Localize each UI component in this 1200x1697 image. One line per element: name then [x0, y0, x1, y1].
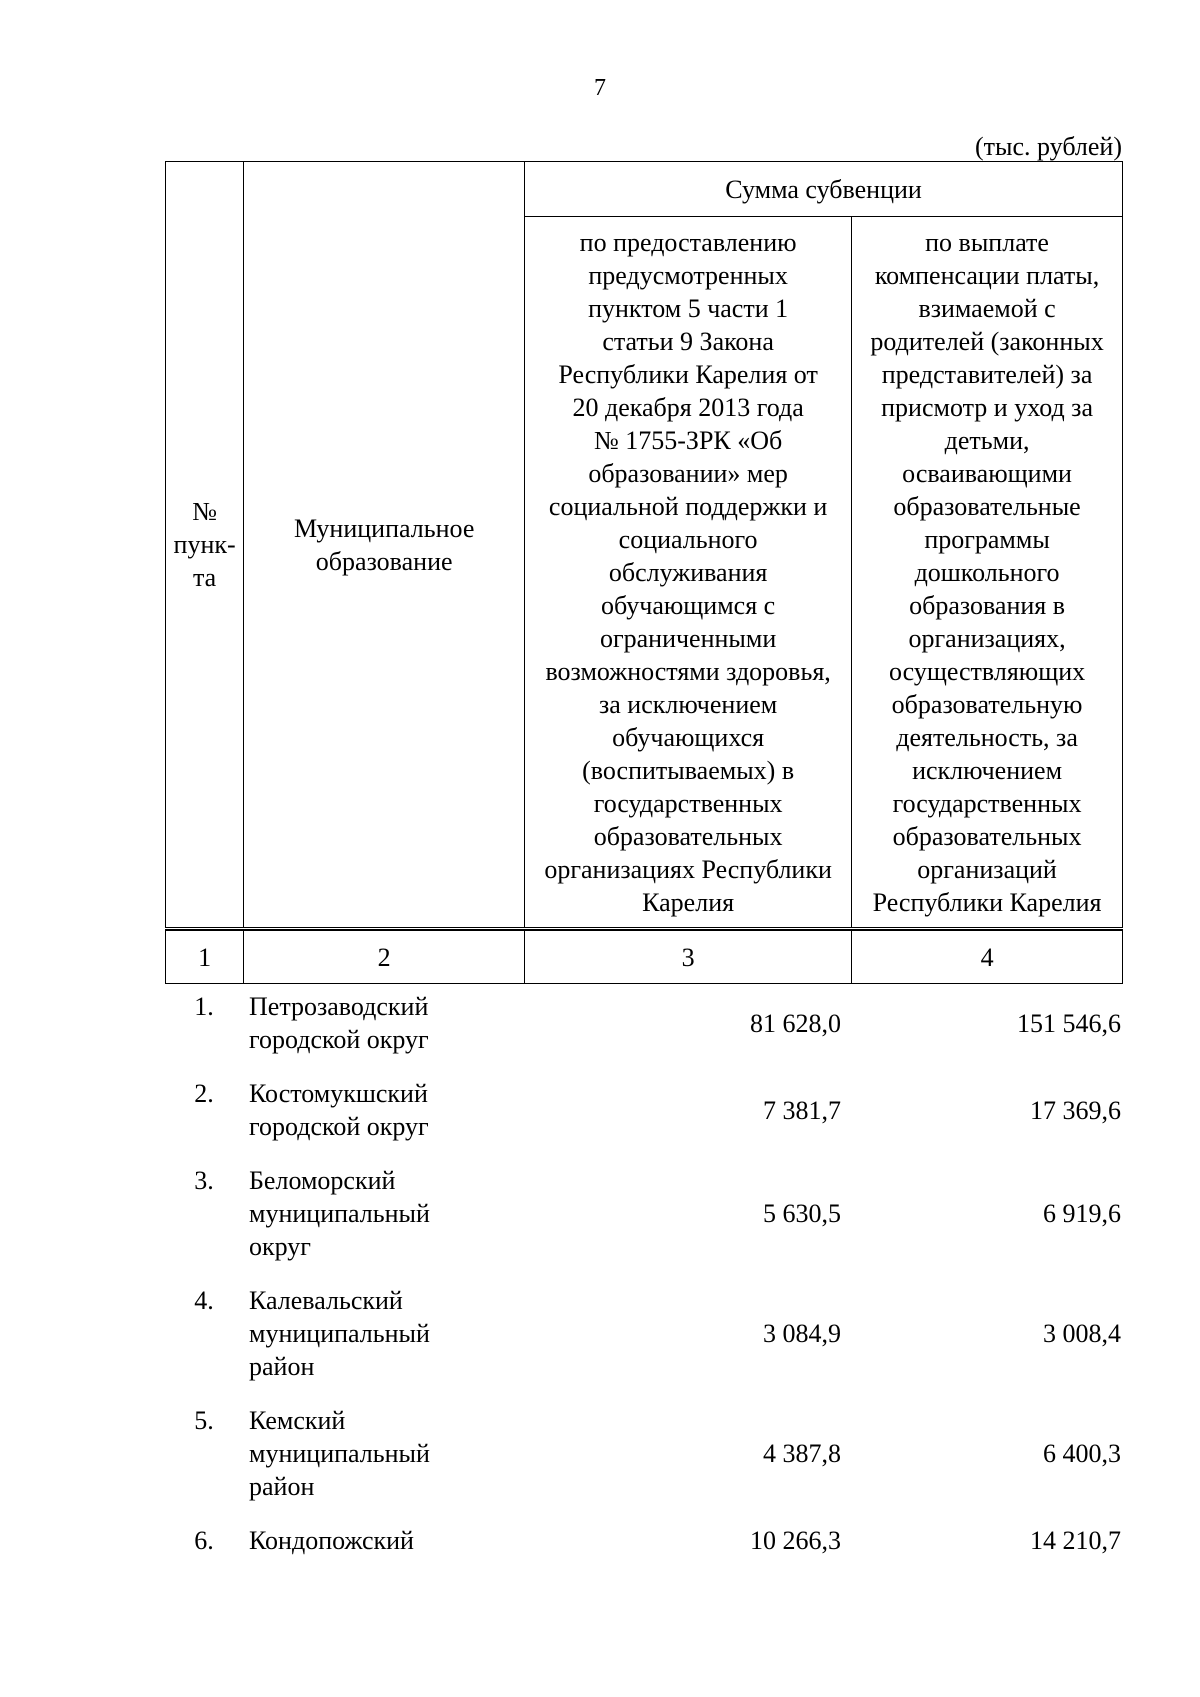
row-number: 6.: [194, 1526, 214, 1555]
row-municipality: Кондопожский: [249, 1526, 414, 1555]
header-municipality-cell: Муниципальное образование: [244, 162, 525, 929]
row-value-col4: 151 546,6: [1017, 1008, 1121, 1038]
row-value-col3: 7 381,7: [763, 1095, 841, 1125]
table-row: [165, 1164, 1123, 1263]
table-row: [165, 1404, 1123, 1503]
row-number: 3.: [194, 1166, 214, 1195]
row-value-col4: 17 369,6: [1030, 1095, 1121, 1125]
header-number-cell: № пунк- та: [166, 162, 244, 929]
table-body: [165, 990, 1123, 1557]
table-row: [165, 1284, 1123, 1383]
column-number: 1: [166, 931, 244, 984]
row-municipality: Беломорский муниципальный округ: [249, 1166, 430, 1261]
table-row: [165, 1077, 1123, 1143]
row-value-col3: 3 084,9: [763, 1319, 841, 1348]
row-value-col3: 81 628,0: [750, 1008, 841, 1038]
header-col4-description: по выплате компенсации платы, взимаемой с родителей (законных представителей) за присмотр и уход за детьми, осваивающими образовательные программы дошкольного образования в организациях, осуществляющих образовательную деятельность, за исключением государственных образовательных организаций Республики Карелия: [852, 217, 1123, 929]
row-municipality: Петрозаводский городской округ: [249, 992, 429, 1054]
column-number: 2: [244, 931, 525, 984]
row-number: 5.: [194, 1406, 214, 1435]
row-value-col4: 6 400,3: [1043, 1439, 1121, 1468]
units-label: (тыс. рублей): [974, 132, 1122, 161]
header-subvention-sum: Сумма субвенции: [525, 162, 1123, 217]
row-number: 4.: [194, 1286, 214, 1315]
page-number: 7: [594, 75, 606, 101]
row-value-col3: 5 630,5: [763, 1199, 841, 1228]
row-municipality: Кемский муниципальный район: [249, 1406, 430, 1501]
table-row: [165, 990, 1123, 1056]
row-value-col4: 6 919,6: [1043, 1199, 1121, 1228]
row-municipality: Костомукшский городской округ: [249, 1079, 429, 1141]
table-header: [165, 161, 1123, 984]
header-col3-description: по предоставлению предусмотренных пунктом 5 части 1 статьи 9 Закона Республики Карелия от 20 декабря 2013 года № 1755-ЗРК «Об образовании» мер социальной поддержки и социального обслуживания обучающимся с ограниченными возможностями здоровья, за исключением обучающихся (воспитываемых) в государственных образовательных организациях Республики Карелия: [525, 217, 852, 929]
row-value-col4: 3 008,4: [1043, 1319, 1121, 1348]
row-municipality: Калевальский муниципальный район: [249, 1286, 430, 1381]
row-value-col3: 4 387,8: [763, 1439, 841, 1468]
column-number: 4: [852, 931, 1123, 984]
row-number: 2.: [194, 1079, 214, 1108]
row-number: 1.: [194, 992, 214, 1021]
table-row: [165, 1524, 1123, 1557]
column-numbers-row: [166, 931, 1123, 984]
row-value-col4: 14 210,7: [1030, 1526, 1121, 1555]
row-value-col3: 10 266,3: [750, 1526, 841, 1555]
column-number: 3: [525, 931, 852, 984]
